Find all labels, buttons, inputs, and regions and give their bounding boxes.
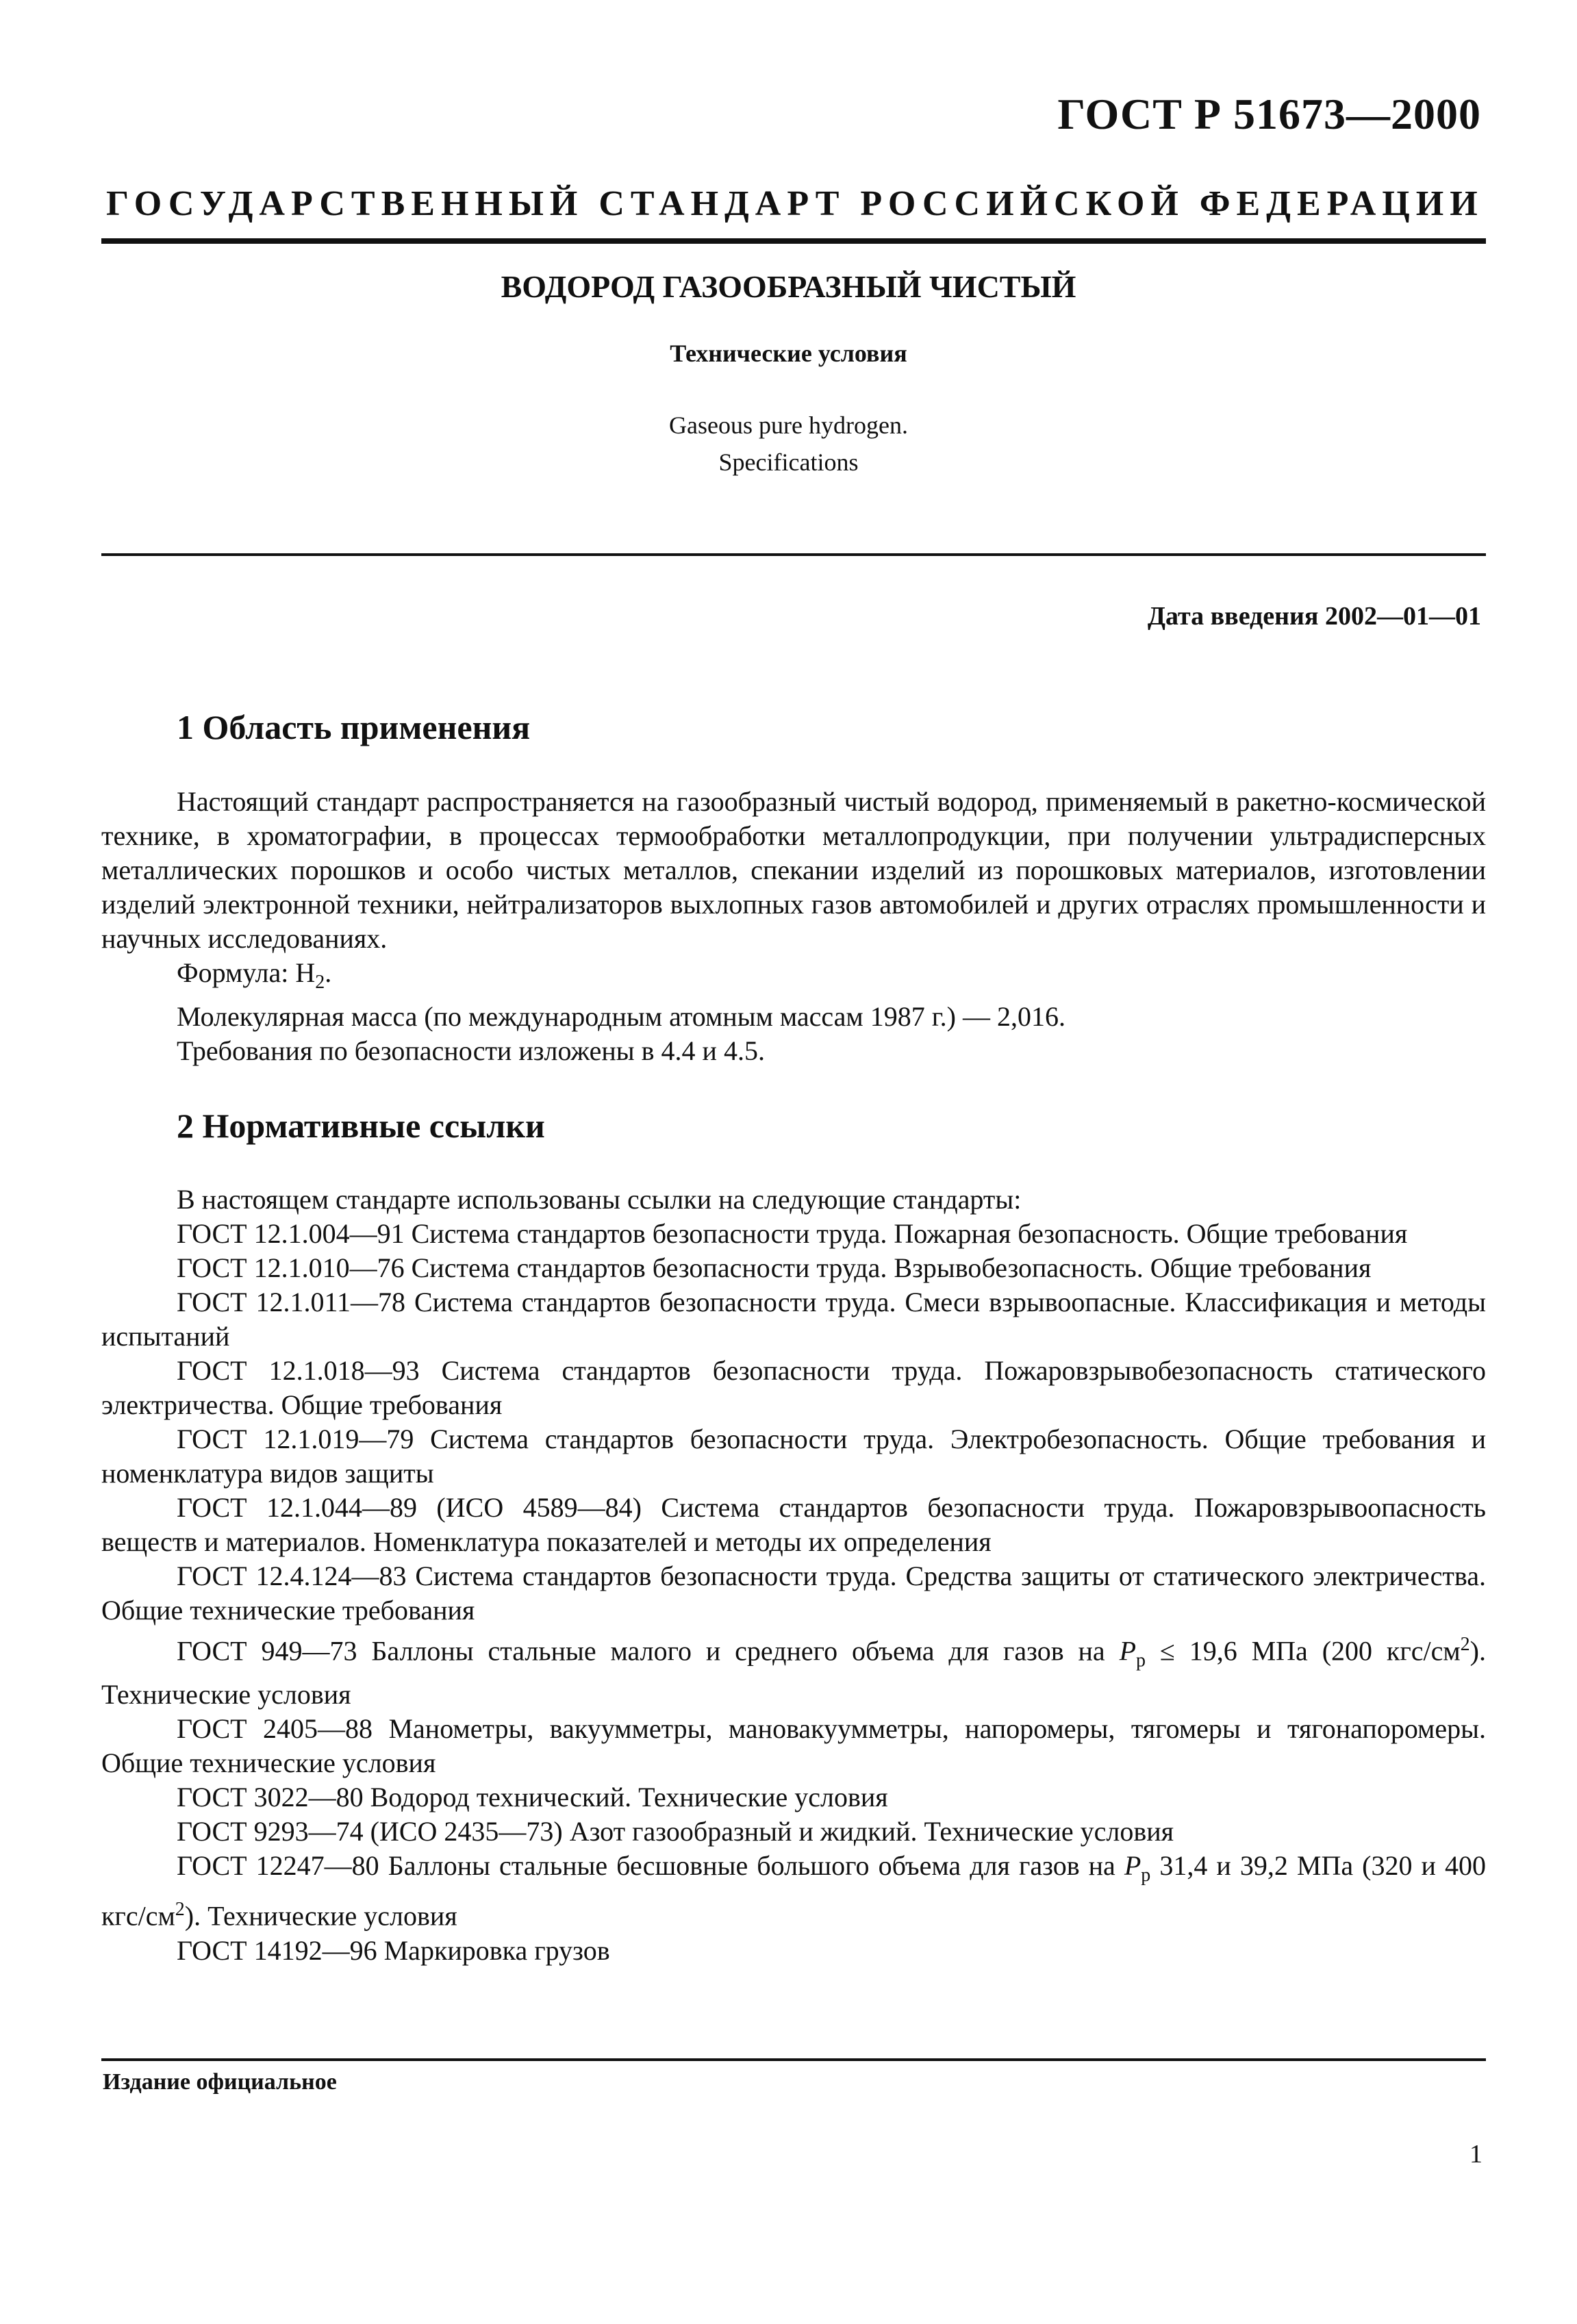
english-title-line2: Specifications (718, 449, 859, 476)
formula-line: Формула: $H_2$. (177, 957, 332, 993)
reference-item: ГОСТ 9293—74 (ИСО 2435—73) Азот газообразный и жидкий. Технические условия (177, 1816, 1174, 1847)
reference-item: ГОСТ 12.1.011—78 Система стандартов безопасности труда. Смеси взрывоопасные. Классификация и методы испытаний (101, 1287, 1486, 1352)
reference-item: ГОСТ 12.1.004—91 Система стандартов безопасности труда. Пожарная безопасность. Общие требования (177, 1218, 1408, 1249)
reference-item: ГОСТ 12.1.018—93 Система стандартов безопасности труда. Пожаровзрывобезопасность статического электричества. Общие требования (101, 1355, 1486, 1420)
page-number: 1 (1469, 2140, 1483, 2169)
molar-mass-line: Молекулярная масса (по международным атомным массам 1987 г.) — 2,016. (177, 1001, 1065, 1032)
introduction-date: Дата введения 2002—01—01 (1147, 602, 1481, 631)
document-title-english (0, 407, 1577, 481)
reference-item: ГОСТ 12.4.124—83 Система стандартов безопасности труда. Средства защиты от статического электричества. Общие технические требования (101, 1561, 1486, 1626)
references-intro: В настоящем стандарте использованы ссылки на следующие стандарты: (177, 1184, 1022, 1215)
reference-item-gost-12247: ГОСТ 12247—80 Баллоны стальные бесшовные большого объема для газов на $P_р$ 31,4 и 39,2 МПа (320 и 400 кгс/$см^2$). Технические условия (101, 1850, 1487, 1932)
document-code: ГОСТ Р 51673—2000 (1057, 90, 1481, 138)
reference-item: ГОСТ 3022—80 Водород технический. Технические условия (177, 1782, 888, 1813)
english-title-line1: Gaseous pure hydrogen. (669, 412, 908, 439)
scope-paragraph: Настоящий стандарт распространяется на газообразный чистый водород, применяемый в ракетно-космической технике, в хроматографии, в процессах термообработки металлопродукции, при получении ультрадисперсных металлических порошков и особо чистых металлов, спекании изделий из порошковых материалов, изготовлении изделий электронной техники, нейтрализаторов выхлопных газов автомобилей и других отраслях промышленности и научных исследованиях. (101, 786, 1486, 954)
header-rule (101, 238, 1486, 244)
section-1-body (101, 785, 1486, 1068)
edition-label: Издание официальное (103, 2069, 337, 2095)
section-1-heading: 1 Область применения (177, 708, 531, 746)
state-standard-banner: ГОСУДАРСТВЕННЫЙ СТАНДАРТ РОССИЙСКОЙ ФЕДЕРАЦИИ (106, 184, 1484, 223)
section-2-heading: 2 Нормативные ссылки (177, 1107, 545, 1145)
reference-item: ГОСТ 12.1.019—79 Система стандартов безопасности труда. Электробезопасность. Общие требования и номенклатура видов защиты (101, 1424, 1486, 1489)
reference-item-gost-949: ГОСТ 949—73 Баллоны стальные малого и среднего объема для газов на $P_р \le 19,6$ МПа (200 кгс/$см^2$). Технические условия (101, 1634, 1486, 1710)
footer-rule (101, 2058, 1486, 2061)
reference-item: ГОСТ 12.1.044—89 (ИСО 4589—84) Система стандартов безопасности труда. Пожаровзрывоопасность веществ и материалов. Номенклатура показателей и методы их определения (101, 1492, 1486, 1557)
reference-item: ГОСТ 14192—96 Маркировка грузов (177, 1934, 610, 1966)
title-rule (101, 553, 1486, 556)
document-subtitle: Технические условия (670, 340, 907, 367)
safety-line: Требования по безопасности изложены в 4.4 и 4.5. (177, 1035, 765, 1066)
section-2-body (101, 1183, 1486, 1968)
reference-item: ГОСТ 2405—88 Манометры, вакуумметры, мановакуумметры, напоромеры, тягомеры и тягонапоромеры. Общие технические условия (101, 1713, 1486, 1779)
reference-item: ГОСТ 12.1.010—76 Система стандартов безопасности труда. Взрывобезопасность. Общие требования (177, 1252, 1372, 1283)
document-title: ВОДОРОД ГАЗООБРАЗНЫЙ ЧИСТЫЙ (501, 269, 1076, 304)
